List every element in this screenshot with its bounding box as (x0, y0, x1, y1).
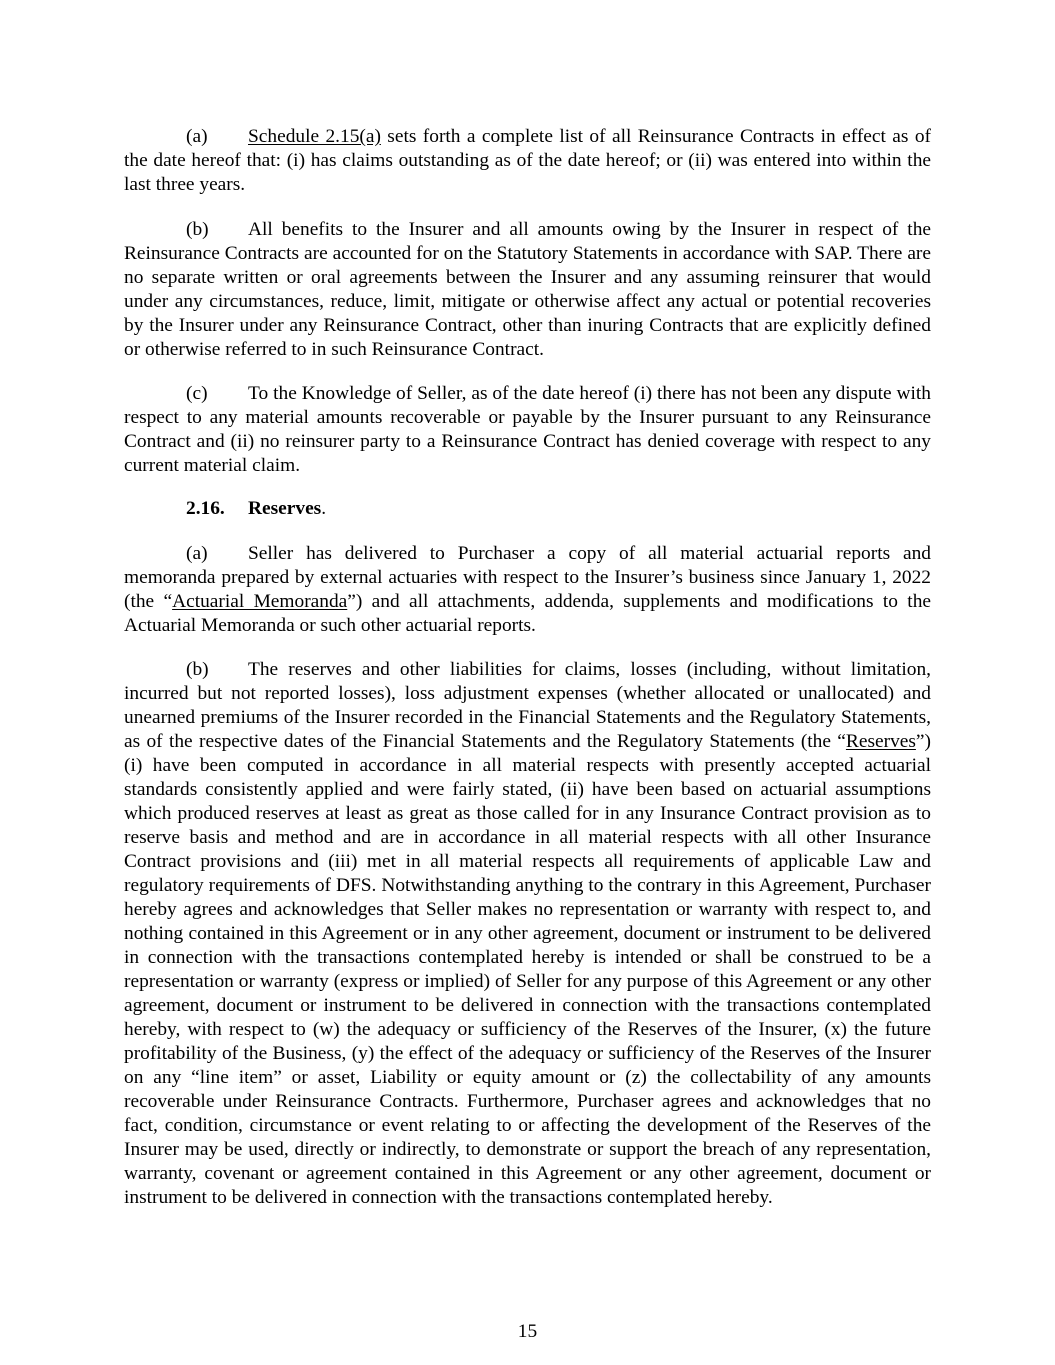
paragraph-text-continued: ”) (i) have been computed in accordance in all material respects with presently accepted actuarial standards consistently applied and were fairly stated, (ii) have been based on actuarial assumptions which produced reserves at least as great as those called for in any Insurance Contract provision as to reserve basis and method and are in accordance in all material respects with all other Insurance Contract provisions and (iii) met in all material respects all requirements of applicable Law and regulatory requirements of DFS. Notwithstanding anything to the contrary in this Agreement, Purchaser hereby agrees and acknowledges that Seller makes no representation or warranty with respect to, and nothing contained in this Agreement or in any other agreement, document or instrument to be delivered in connection with the transactions contemplated hereby is intended or shall be construed to be a representation or warranty (express or implied) of Seller for any purpose of this Agreement or any other agreement, document or instrument to be delivered in connection with the transactions contemplated hereby, with respect to (w) the adequacy or sufficiency of the Reserves of the Insurer, (x) the future profitability of the Business, (y) the effect of the adequacy or sufficiency of the Reserves of the Insurer on any “line item” or asset, Liability or equity amount or (z) the collectability of any amounts recoverable under Reinsurance Contracts. Furthermore, Purchaser agrees and acknowledges that no fact, condition, circumstance or event relating to or affecting the development of the Reserves of the Insurer may be used, directly or indirectly, to demonstrate or support the breach of any representation, warranty, covenant or agreement contained in this Agreement or any other agreement, document or instrument to be delivered in connection with the transactions contemplated hereby. (124, 731, 931, 1208)
defined-term: Reserves (845, 731, 916, 752)
paragraph-2-15-c (124, 382, 931, 478)
section-title: Reserves (248, 498, 322, 519)
paragraph-number: (b) (186, 219, 209, 240)
paragraph-2-15-a (124, 125, 931, 197)
paragraph-number: (a) (186, 126, 208, 147)
paragraph-2-16-a (124, 542, 931, 638)
page-number: 15 (517, 1321, 538, 1342)
paragraph-text-continued: ”) and all attachments, addenda, supplements and modifications to the Actuarial Memoranda or such other actuarial reports. (124, 591, 931, 636)
paragraph-text: The reserves and other liabilities for claims, losses (including, without limitation, incurred but not reported losses), loss adjustment expenses (whether allocated or unallocated) and unearned premiums of the Insurer recorded in the Financial Statements and the Regulatory Statements, as of the respective dates of the Financial Statements and the Regulatory Statements (the “ (124, 659, 931, 752)
paragraph-text: All benefits to the Insurer and all amounts owing by the Insurer in respect of the Reinsurance Contracts are accounted for on the Statutory Statements in accordance with SAP. There are no separate written or oral agreements between the Insurer and any assuming reinsurer that would under any circumstances, reduce, limit, mitigate or otherwise affect any actual or potential recoveries by the Insurer under any Reinsurance Contract, other than inuring Contracts that are explicitly defined or otherwise referred to in such Reinsurance Contract. (124, 219, 931, 360)
paragraph-number: (c) (186, 383, 208, 404)
paragraph-number: (b) (186, 659, 209, 680)
paragraph-number: (a) (186, 543, 208, 564)
paragraph-2-15-b (124, 218, 931, 362)
paragraph-text: To the Knowledge of Seller, as of the date hereof (i) there has not been any dispute with respect to any material amounts recoverable or payable by the Insurer pursuant to any Reinsurance Contract and (ii) no reinsurer party to a Reinsurance Contract has denied coverage with respect to any current material claim. (124, 383, 931, 476)
paragraph-text: Seller has delivered to Purchaser a copy of all material actuarial reports and memoranda prepared by external actuaries with respect to the Insurer’s business since January 1, 2022 (the “ (124, 543, 931, 612)
section-number: 2.16. (186, 498, 225, 519)
section-heading-2-16 (186, 497, 326, 521)
paragraph-2-16-b (124, 658, 931, 1210)
defined-term: Actuarial Memoranda (172, 591, 348, 612)
schedule-reference: Schedule 2.15(a) (248, 126, 381, 147)
section-title-period: . (321, 498, 327, 519)
paragraph-text: sets forth a complete list of all Reinsurance Contracts in effect as of the date hereof that: (i) has claims outstanding as of the date hereof; or (ii) was entered into within the last three years. (124, 126, 931, 195)
